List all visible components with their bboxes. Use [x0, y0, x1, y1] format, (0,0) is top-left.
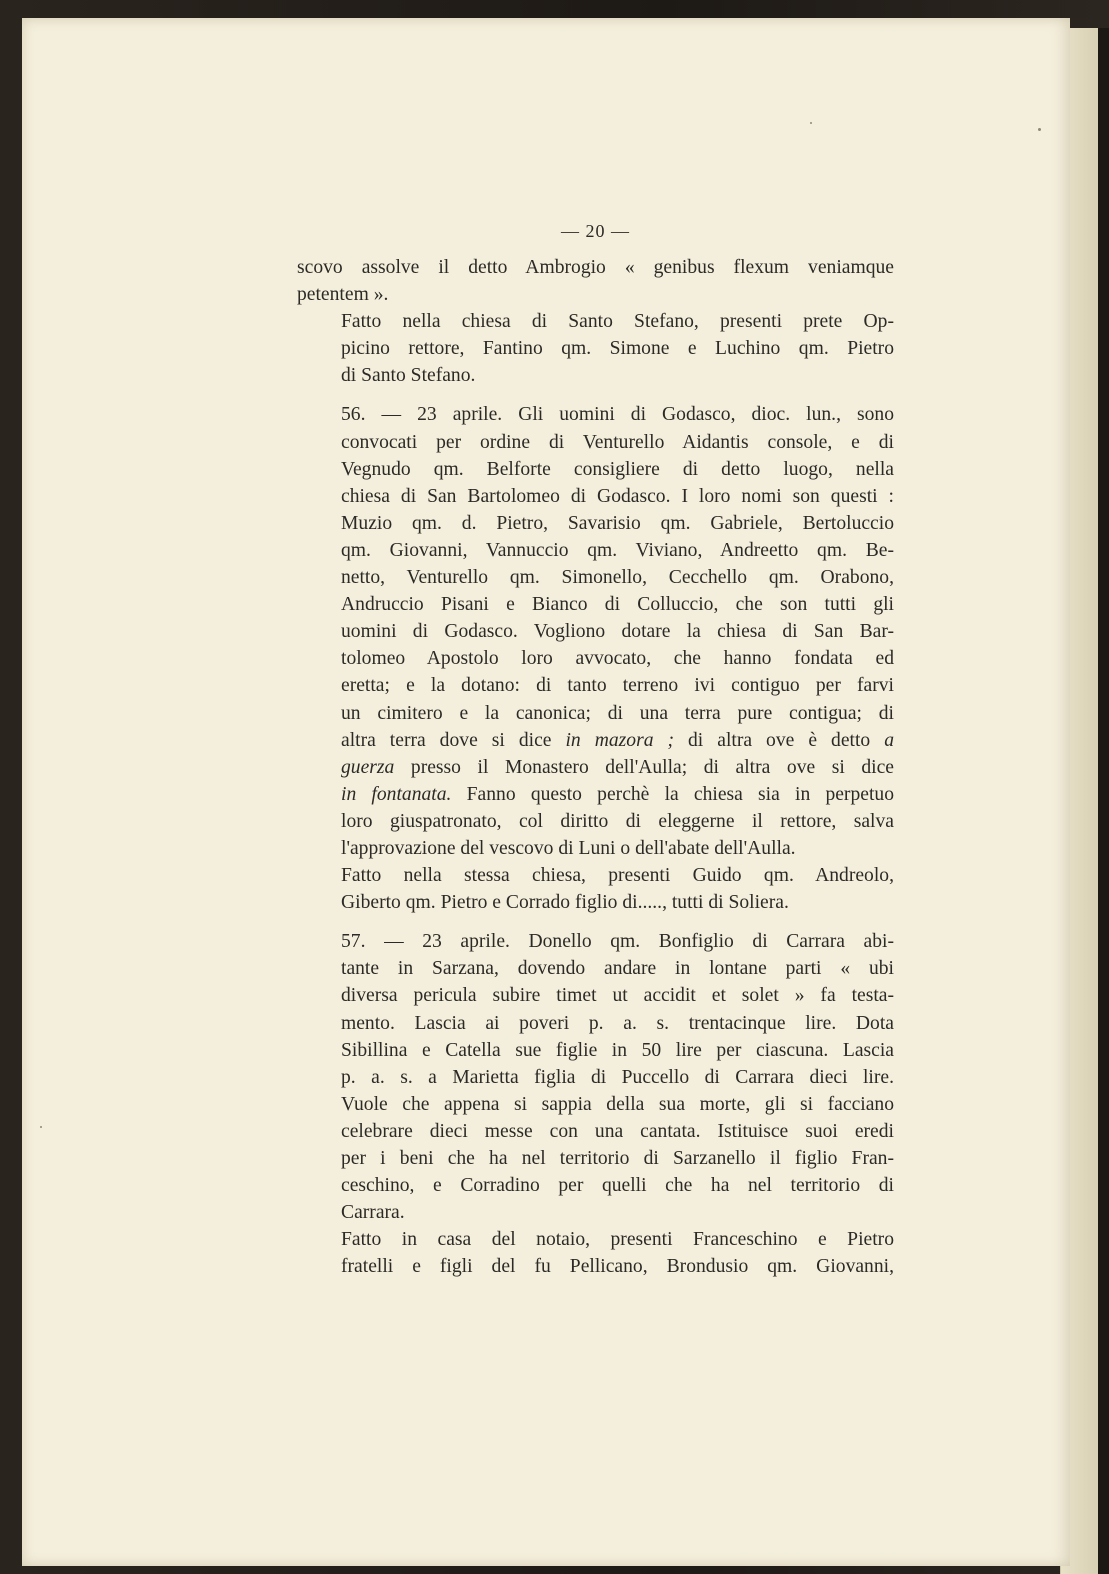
paragraph — [297, 254, 894, 308]
text-line: petentem ». — [297, 284, 389, 306]
body-text — [297, 254, 894, 1280]
text-line: convocati per ordine di Venturello Aidantis console, e di — [341, 431, 894, 453]
text-line: Giberto qm. Pietro e Corrado figlio di....., tutti di Soliera. — [341, 892, 789, 914]
entry-paragraph — [297, 401, 894, 862]
entry-paragraph — [297, 928, 894, 1226]
paper-speck — [810, 122, 812, 124]
text-line: mento. Lascia ai poveri p. a. s. trentacinque lire. Dota — [341, 1012, 894, 1034]
text-line: picino rettore, Fantino qm. Simone e Luchino qm. Pietro — [341, 338, 894, 360]
text-line: uomini di Godasco. Vogliono dotare la chiesa di San Bar- — [341, 621, 894, 643]
page-number: — 20 — — [561, 221, 630, 241]
text-line: Fatto nella stessa chiesa, presenti Guido qm. Andreolo, — [341, 865, 894, 887]
text-run: presso il Monastero dell'Aulla; di altra ove si dice — [394, 756, 894, 778]
text-line: di Santo Stefano. — [341, 365, 476, 387]
text-run: altra terra dove si dice — [341, 729, 566, 751]
text-run: di altra ove è detto — [674, 729, 885, 751]
text-line: fratelli e figli del fu Pellicano, Brondusio qm. Giovanni, — [341, 1256, 894, 1278]
text-line: l'approvazione del vescovo di Luni o dell'abate dell'Aulla. — [341, 837, 796, 859]
italic-term: guerza — [341, 756, 395, 778]
text-line: loro giuspatronato, col diritto di eleggerne il rettore, salva — [341, 810, 894, 832]
text-line: netto, Venturello qm. Simonello, Cecchello qm. Orabono, — [341, 567, 894, 589]
text-line — [297, 754, 894, 781]
text-line: Fatto nella chiesa di Santo Stefano, presenti prete Op- — [341, 311, 894, 333]
text-line: diversa pericula subire timet ut accidit et solet » fa testa- — [341, 985, 894, 1007]
text-line: eretta; e la dotano: di tanto terreno ivi contiguo per farvi — [341, 675, 894, 697]
text-line: scovo assolve il detto Ambrogio « genibus flexum veniamque — [297, 257, 894, 278]
text-line: un cimitero e la canonica; di una terra pure contigua; di — [341, 702, 894, 724]
text-line: qm. Giovanni, Vannuccio qm. Viviano, Andreetto qm. Be- — [341, 539, 894, 561]
text-line — [297, 781, 894, 808]
paper-speck — [40, 1126, 42, 1128]
text-line: celebrare dieci messe con una cantata. Istituisce suoi eredi — [341, 1120, 894, 1142]
page-text — [297, 216, 894, 1280]
text-line: 56. — 23 aprile. Gli uomini di Godasco, dioc. lun., sono — [341, 404, 894, 426]
italic-term: a — [884, 729, 894, 751]
text-line: per i beni che ha nel territorio di Sarzanello il figlio Fran- — [341, 1148, 894, 1169]
paragraph — [297, 1226, 894, 1280]
text-line: Vuole che appena si sappia della sua morte, gli si facciano — [341, 1093, 894, 1115]
italic-term: in mazora ; — [565, 729, 675, 751]
text-line: p. a. s. a Marietta figlia di Puccello di Carrara dieci lire. — [341, 1066, 894, 1088]
paper-speck — [1038, 128, 1041, 131]
text-line: tolomeo Apostolo loro avvocato, che hanno fondata ed — [341, 648, 894, 670]
text-line: tante in Sarzana, dovendo andare in lontane parti « ubi — [341, 958, 894, 980]
italic-term: in fontanata. — [341, 783, 452, 805]
text-line: Andruccio Pisani e Bianco di Colluccio, che son tutti gli — [341, 594, 894, 616]
text-line: 57. — 23 aprile. Donello qm. Bonfiglio di Carrara abi- — [341, 931, 894, 953]
text-line: Fatto in casa del notaio, presenti Franceschino e Pietro — [341, 1229, 894, 1251]
paragraph — [297, 862, 894, 916]
text-line: Carrara. — [341, 1202, 405, 1224]
text-line — [297, 727, 894, 754]
text-line: Muzio qm. d. Pietro, Savarisio qm. Gabriele, Bertoluccio — [341, 512, 894, 534]
text-line: chiesa di San Bartolomeo di Godasco. I loro nomi son questi : — [341, 485, 894, 507]
text-line: ceschino, e Corradino per quelli che ha nel territorio di — [341, 1175, 894, 1197]
text-line: Vegnudo qm. Belforte consigliere di detto luogo, nella — [341, 458, 894, 480]
paragraph — [297, 308, 894, 389]
text-line: Sibillina e Catella sue figlie in 50 lire per ciascuna. Lascia — [341, 1039, 894, 1061]
text-run: Fanno questo perchè la chiesa sia in perpetuo — [451, 783, 894, 805]
